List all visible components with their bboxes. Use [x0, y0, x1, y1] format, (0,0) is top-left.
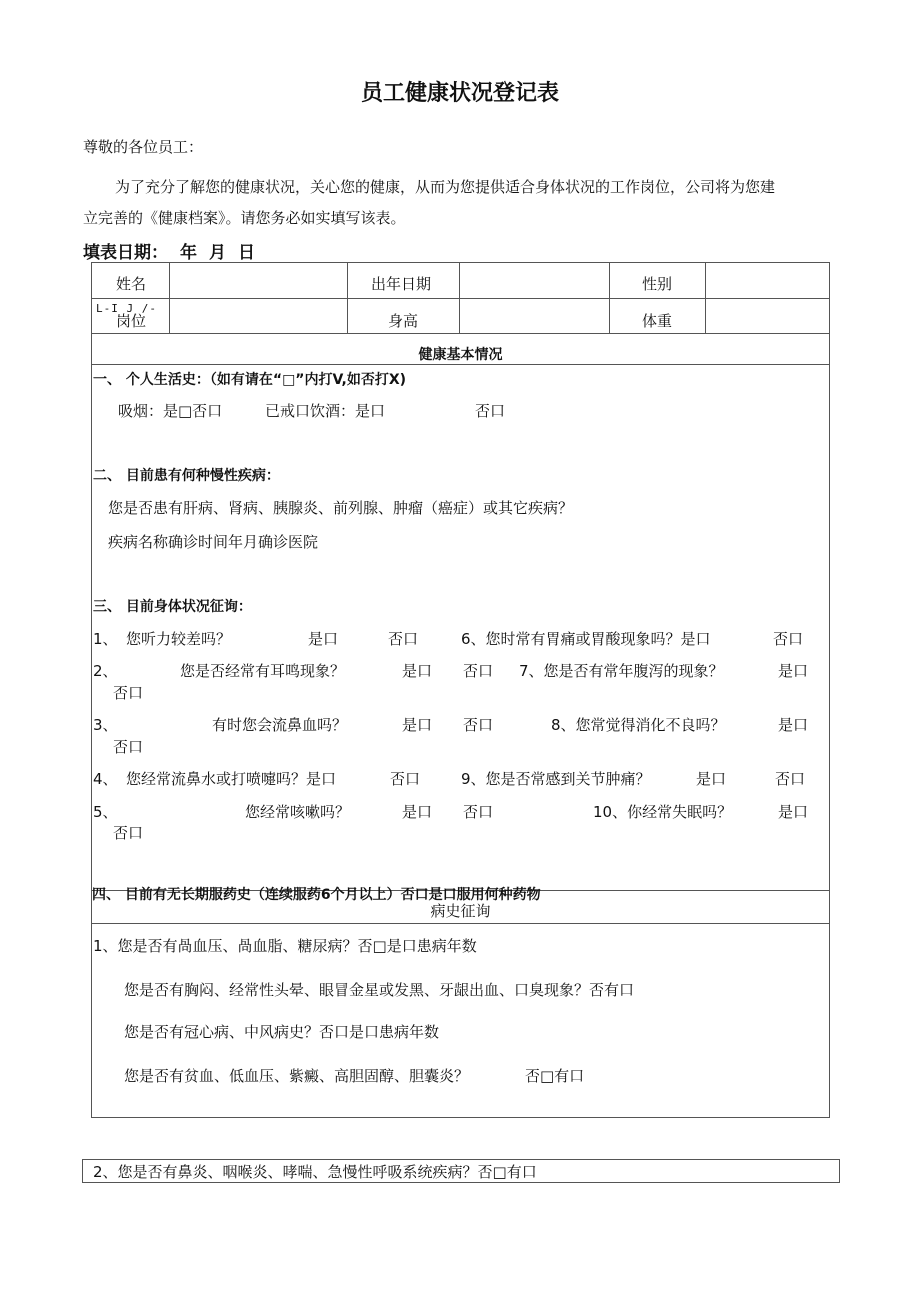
fill-date: [83, 238, 267, 263]
fill-date-month: 月: [209, 243, 226, 263]
q4-no[interactable]: 否口: [390, 770, 421, 788]
label-name: 姓名: [116, 275, 147, 293]
label-height: 身高: [388, 312, 419, 330]
q9-yes[interactable]: 是口: [696, 770, 727, 788]
intro-line-1: 为了充分了解您的健康状况，关心您的健康，从而为您提供适合身体状况的工作岗位，公司将为您建: [115, 178, 776, 196]
greeting: 尊敬的各位员工：: [83, 138, 204, 156]
weight-input[interactable]: [707, 301, 828, 332]
fill-date-label: 填表日期：: [83, 243, 168, 263]
drinking-question[interactable]: 已戒口饮酒：是口: [265, 402, 386, 420]
q7-no[interactable]: 否口: [113, 684, 144, 702]
q9-text: 9、您是否常感到关节肿痛？: [461, 770, 651, 788]
section-4-cut-text: [92, 880, 828, 903]
history-q1[interactable]: 1、您是否有咼血压、咼血脂、糖尿病？否□是口患病年数: [93, 937, 477, 955]
health-section-title: 健康基本情况: [418, 347, 503, 363]
section-3-title: 三、 目前身体状况征询：: [93, 599, 252, 615]
chronic-question: 您是否患有肝病、肾病、胰腺炎、前列腺、肿瘤（癌症）或其它疾病？: [108, 499, 574, 517]
q1-text: 您听力较差吗？: [126, 630, 232, 648]
fill-date-day: 日: [238, 243, 255, 263]
q2-no[interactable]: 否口: [463, 662, 494, 680]
label-gender: 性别: [642, 275, 673, 293]
q1-number: 1、: [93, 630, 118, 648]
q5-text: 您经常咳嗽吗？: [245, 803, 351, 821]
birth-input[interactable]: [461, 265, 607, 296]
section-1-title: 一、 个人生活史：（如有请在“□”内打V,如否打X): [93, 372, 407, 388]
gender-input[interactable]: [707, 265, 828, 296]
section-2-title: 二、 目前患有何种慢性疾病：: [93, 468, 280, 484]
drinking-no[interactable]: 否口: [475, 402, 506, 420]
q4-text[interactable]: 您经常流鼻水或打喷嚏吗？是口: [126, 770, 337, 788]
name-input[interactable]: [171, 265, 346, 296]
history-q1c[interactable]: 您是否有冠心病、中风病史？否口是口患病年数: [124, 1023, 440, 1041]
chronic-detail: 疾病名称确诊时间年月确诊医院: [108, 533, 319, 551]
label-birth: 出年日期: [371, 275, 432, 293]
q10-text: 10、你经常失眠吗？: [593, 803, 733, 821]
q10-yes[interactable]: 是口: [778, 803, 809, 821]
history-q1b[interactable]: 您是否有胸闷、经常性头晕、眼冒金星或发黑、牙龈出血、口臭现象？否有口: [124, 981, 635, 999]
q2-yes[interactable]: 是口: [402, 662, 433, 680]
q5-yes[interactable]: 是口: [402, 803, 433, 821]
q1-no[interactable]: 否口: [388, 630, 419, 648]
history-section-title: 病史征询: [430, 902, 491, 920]
q10-no[interactable]: 否口: [113, 824, 144, 842]
fill-date-year: 年: [180, 243, 197, 263]
q7-yes[interactable]: 是口: [778, 662, 809, 680]
q2-text: 您是否经常有耳鸣现象？: [180, 662, 346, 680]
intro-line-2: 立完善的《健康档案》。请您务必如实填写该表。: [83, 209, 406, 227]
q5-no[interactable]: 否口: [463, 803, 494, 821]
position-input[interactable]: [171, 301, 346, 332]
q8-yes[interactable]: 是口: [778, 716, 809, 734]
height-input[interactable]: [461, 301, 607, 332]
q9-no[interactable]: 否口: [775, 770, 806, 788]
q3-yes[interactable]: 是口: [402, 716, 433, 734]
label-position: 岗位: [116, 312, 147, 330]
q8-no[interactable]: 否口: [113, 738, 144, 756]
q3-number: 3、: [93, 716, 118, 734]
q5-number: 5、: [93, 803, 118, 821]
q1-yes[interactable]: 是口: [308, 630, 339, 648]
history-q1d-options[interactable]: 否□有口: [525, 1067, 585, 1085]
position-mark: L-I J /-: [96, 302, 157, 315]
q4-number: 4、: [93, 770, 118, 788]
q6-no[interactable]: 否口: [773, 630, 804, 648]
q6-text[interactable]: 6、您时常有胃痛或胃酸现象吗？是口: [461, 630, 711, 648]
q8-text: 8、您常觉得消化不良吗？: [551, 716, 726, 734]
q7-text: 7、您是否有常年腹泻的现象？: [519, 662, 724, 680]
history-q1d: 您是否有贫血、低血压、紫癜、高胆固醇、胆囊炎？: [124, 1067, 470, 1085]
q3-text: 有时您会流鼻血吗？: [212, 716, 348, 734]
q3-no[interactable]: 否口: [463, 716, 494, 734]
smoking-question[interactable]: 吸烟：是□否口: [118, 402, 223, 420]
q2-number: 2、: [93, 662, 118, 680]
page-title: 员工健康状况登记表: [360, 81, 559, 106]
history-q2[interactable]: 2、您是否有鼻炎、咽喉炎、哮喘、急慢性呼吸系统疾病？否□有口: [93, 1163, 537, 1181]
label-weight: 体重: [642, 312, 673, 330]
section-4-title: 四、 目前有无长期服药史（连续服药6个月以上）否口是口服用何种药物: [92, 887, 541, 903]
